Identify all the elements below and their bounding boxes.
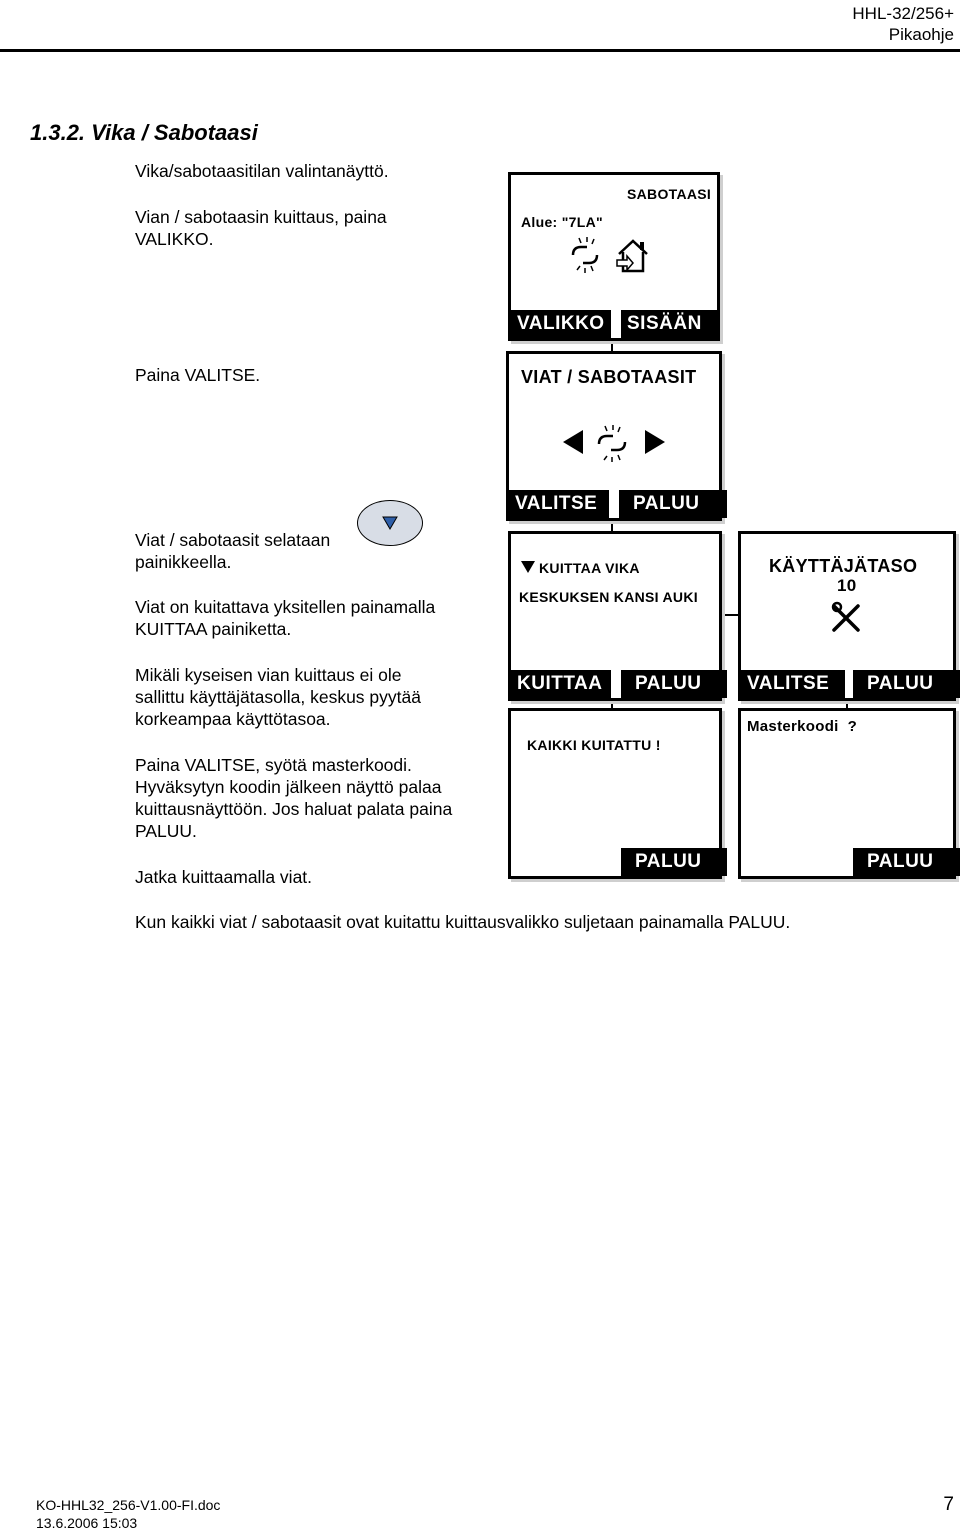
text-master-line2: Hyväksytyn koodin jälkeen näyttö palaa [135, 777, 442, 797]
browse-arrows-icon [559, 420, 669, 464]
paluu-button[interactable]: PALUU [853, 670, 960, 698]
page-number: 7 [943, 1494, 954, 1515]
lcd-screen-master-code [738, 708, 956, 879]
status-message: KAIKKI KUITATTU ! [527, 737, 661, 753]
valikko-button[interactable]: VALIKKO [511, 310, 611, 338]
paluu-button[interactable]: PALUU [619, 490, 727, 518]
text-browse-line2: painikkeella. [135, 552, 232, 572]
doc-type: Pikaohje [888, 25, 954, 44]
fault-description: KESKUKSEN KANSI AUKI [519, 589, 698, 605]
paluu-button[interactable]: PALUU [621, 670, 727, 698]
valitse-button[interactable]: VALITSE [741, 670, 845, 698]
house-icon [615, 238, 651, 274]
text-master-line3: kuittausnäyttöön. Jos haluat palata paina [135, 799, 453, 819]
doc-code: HHL-32/256+ [852, 4, 954, 23]
header-rule [0, 49, 960, 52]
sisaan-button[interactable]: SISÄÄN [621, 310, 717, 338]
screen-title: VIAT / SABOTAASIT [521, 367, 697, 387]
valitse-button[interactable]: VALITSE [509, 490, 609, 518]
text-level-line3: korkeampaa käyttötasoa. [135, 709, 331, 729]
screen-title: SABOTAASI [627, 186, 712, 202]
user-level-value: 10 [837, 576, 857, 595]
tools-icon [829, 600, 863, 634]
fault-title: KUITTAA VIKA [539, 560, 640, 576]
kuittaa-button[interactable]: KUITTAA [511, 670, 611, 698]
lcd-screen-all-acknowledged [508, 708, 722, 879]
master-code-prompt: Masterkoodi ? [747, 718, 858, 735]
text-ack-line2: VALIKKO. [135, 229, 214, 249]
broken-link-icon [567, 235, 603, 275]
text-level-line2: sallittu käyttäjätasolla, keskus pyytää [135, 687, 421, 707]
text-close-menu: Kun kaikki viat / sabotaasit ovat kuitattu kuittausvalikko suljetaan painamalla PALUU. [135, 912, 791, 932]
text-ack-each-line1: Viat on kuitattava yksitellen painamalla [135, 597, 436, 617]
area-label: Alue: "7LA" [521, 214, 603, 230]
down-triangle-icon [521, 561, 535, 573]
section-title: 1.3.2. Vika / Sabotaasi [30, 120, 258, 145]
text-level-line1: Mikäli kyseisen vian kuittaus ei ole [135, 665, 402, 685]
footer-datetime: 13.6.2006 15:03 [36, 1515, 138, 1531]
text-master-line4: PALUU. [135, 821, 197, 841]
lcd-screen-acknowledge [508, 531, 722, 701]
down-arrow-icon [358, 501, 422, 545]
lcd-screen-user-level [738, 531, 956, 701]
lcd-screen-sabotage [508, 172, 720, 341]
text-selection-screen: Vika/sabotaasitilan valintanäyttö. [135, 161, 389, 181]
text-ack-line1: Vian / sabotaasin kuittaus, paina [135, 207, 387, 227]
text-ack-each-line2: KUITTAA painiketta. [135, 619, 292, 639]
text-browse-line1: Viat / sabotaasit selataan [135, 530, 331, 550]
lcd-screen-faults [506, 351, 722, 521]
paluu-button[interactable]: PALUU [853, 848, 960, 876]
text-continue: Jatka kuittaamalla viat. [135, 867, 313, 887]
footer-filename: KO-HHL32_256-V1.00-FI.doc [36, 1497, 221, 1513]
paluu-button[interactable]: PALUU [621, 848, 727, 876]
down-arrow-key[interactable] [357, 500, 423, 546]
text-press-select: Paina VALITSE. [135, 365, 261, 385]
text-master-line1: Paina VALITSE, syötä masterkoodi. [135, 755, 412, 775]
screen-title: KÄYTTÄJÄTASO [769, 556, 918, 576]
